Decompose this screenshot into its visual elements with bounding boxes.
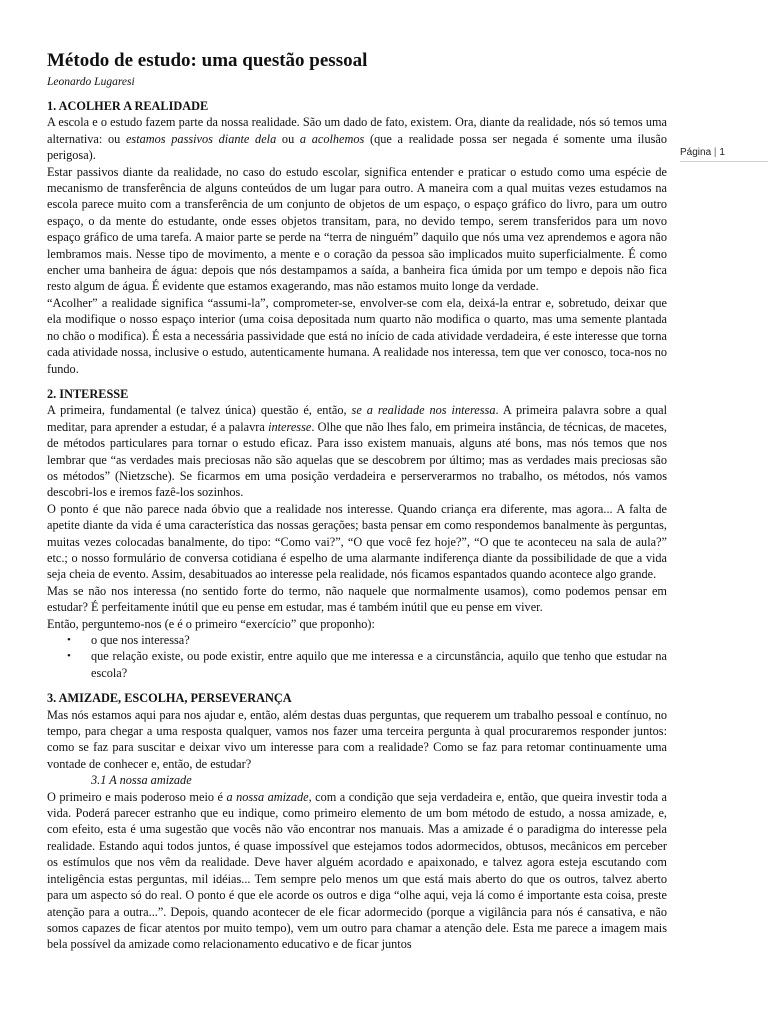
paragraph: A escola e o estudo fazem parte da nossa realidade. São um dado de fato, existem. Ora, diante da realidade, nós só temos uma alternativa: ou estamos passivos diante dela ou a acolhemos (que a realidade possa ser negada é somente uma ilusão perigosa).: [47, 115, 667, 163]
paragraph: O primeiro e mais poderoso meio é a nossa amizade, com a condição que seja verdadeira e, então, que queira investir toda a vida. Poderá parecer estranho que eu indique, como primeiro elemento de um bom método de estudo, a nossa amizade, e, com efeito, esta é uma sugestão que vocês não vão encontrar nos manuais. Mas a amizade é o paradigma do interesse pela realidade. Estando aqui todos juntos, é quase impossível que estejamos todos adormecidos, obtusos, mecânicos em perceber os estímulos que nos vêm da realidade. Deve haver alguém acordado e apaixonado, e talvez agora esteja escutando com inteligência estas perguntas, mil idéias... Tem sempre pelo menos um que está mais aberto do que os outros, talvez aberto para um aspecto só do real. O ponto é que ele acorde os outros e diga “olhe aqui, veja lá como é importante esta coisa, preste atenção para a outra...”. Depois, quando acontecer de ele ficar adormecido (porque a vigilância para nós é cansativa, e não somos capazes de ficar atentos por muito tempo), vem um outro para chamar a atenção dele. Esta me parece a imagem mais bela possível da amizade como relacionamento educativo e de ficar juntos: [47, 789, 667, 952]
paragraph: O ponto é que não parece nada óbvio que a realidade nos interesse. Quando criança era diferente, mas agora... A falta de apetite diante da vida é uma característica das nossas gerações; basta pensar em como respondemos banalmente às perguntas, muitas vezes colocadas banalmente, do tipo: “Como vai?”, “O que você fez hoje?”, “O que te aconteceu na sala de aula?” etc.; o nosso formulário de conversa cotidiana é espelho de uma alarmante indiferença diante da possibilidade de que a vida seja cheia de evento. Assim, desabituados ao interesse pela realidade, nós ficamos espantados quando acontece algo grande.: [47, 501, 667, 582]
bullet-list: [47, 632, 667, 681]
document-page: [47, 50, 667, 962]
list-item: • que relação existe, ou pode existir, entre aquilo que me interessa e a circunstância, aquilo que tenho que estudar na escola?: [47, 648, 667, 681]
paragraph: Então, perguntemo-nos (e é o primeiro “exercício” que proponho):: [47, 616, 375, 631]
section-interesse: [47, 386, 667, 681]
subsection-heading: 3.1 A nossa amizade: [91, 773, 192, 788]
page-label: Página: [680, 147, 712, 158]
paragraph: Mas nós estamos aqui para nos ajudar e, então, além destas duas perguntas, que requerem um trabalho pessoal e contínuo, no tempo, para chegar a uma resposta qualquer, vamos nos fazer uma terceira pergunta à qual procuraremos responder juntos: como se faz para suscitar e deixar vivo um interesse para com a realidade? Como se faz para retomar continuamente uma vontade de conhecer e, então, de estudar?: [47, 707, 667, 771]
section-heading: 1. ACOLHER A REALIDADE: [47, 99, 209, 113]
paragraph: Mas se não nos interessa (no sentido forte do termo, não naquele que normalmente usamos), como podemos pensar em estudar? É perfeitamente inútil que eu pense em estudar, mas é também inútil que eu pense em viver.: [47, 583, 667, 615]
section-acolher: [47, 98, 667, 377]
page-separator: |: [713, 147, 717, 158]
paragraph: “Acolher” a realidade significa “assumi-la”, comprometer-se, envolver-se com ela, deixá-la entrar e, sobretudo, deixar que ela modifique o nosso espaço interior (uma coisa depositada num quarto não modifica o quarto, mas uma semente plantada no chão o modifica). É esta a necessária passividade que está no início de cada atividade verdadeira, é este interesse que torna cada atividade nossa, inclusive o estudo, autenticamente humana. A realidade nos interessa, tem que ver conosco, toca-nos no fundo.: [47, 295, 667, 376]
section-heading: 2. INTERESSE: [47, 386, 129, 401]
page-number: 1: [719, 147, 725, 158]
paragraph: Estar passivos diante da realidade, no caso do estudo escolar, significa entender e praticar o estudo como uma espécie de mecanismo de transferência de alguns conteúdos de um lugar para outro. A maneira com a qual muitas vezes estudamos na escola parece muito com a transferência de um conjunto de objetos de um espaço, o espaço gráfico do livro, para um outro espaço, o da mente do estudante, onde esses objetos transitam, para, no devido tempo, serem transferidos para um novo espaço gráfico de uma tarefa. A maior parte se perde na “terra de ninguém” daquilo que nós uma vez aprendemos e agora não lembramos mais. Nesse tipo de movimento, a mente e o coração da pessoa são implicados muito superficialmente. É como encher uma banheira de água: depois que nós destampamos a saída, a banheira fica úmida por um tempo e depois não fica resto algum de água. É evidente que estamos exagerando, mas não estamos muito longe da verdade.: [47, 164, 667, 294]
document-title: Método de estudo: uma questão pessoal: [47, 50, 368, 71]
author-name: Leonardo Lugaresi: [47, 76, 135, 88]
section-heading: 3. AMIZADE, ESCOLHA, PERSEVERANÇA: [47, 691, 292, 706]
page-number-footer: [680, 147, 768, 162]
list-item: • o que nos interessa?: [47, 632, 667, 648]
section-amizade: [47, 690, 667, 953]
paragraph: A primeira, fundamental (e talvez única) questão é, então, se a realidade nos interessa. A primeira palavra sobre a qual meditar, para aprender a estudar, é a palavra interesse. Olhe que não lhes falo, em primeira instância, de técnicas, de macetes, de métodos particulares para tornar o estudo eficaz. Para isso existem manuais, alguns até bons, mas nós temos que nos lembrar que “as verdades mais preciosas não são aquelas que se descobrem por último; mas as verdades mais preciosas são os métodos” (Nietzsche). Se ficarmos em uma posição verdadeira e perserverarmos no trabalho, os métodos, nós vamos descobri-los e iremos fazê-los sozinhos.: [47, 403, 667, 500]
